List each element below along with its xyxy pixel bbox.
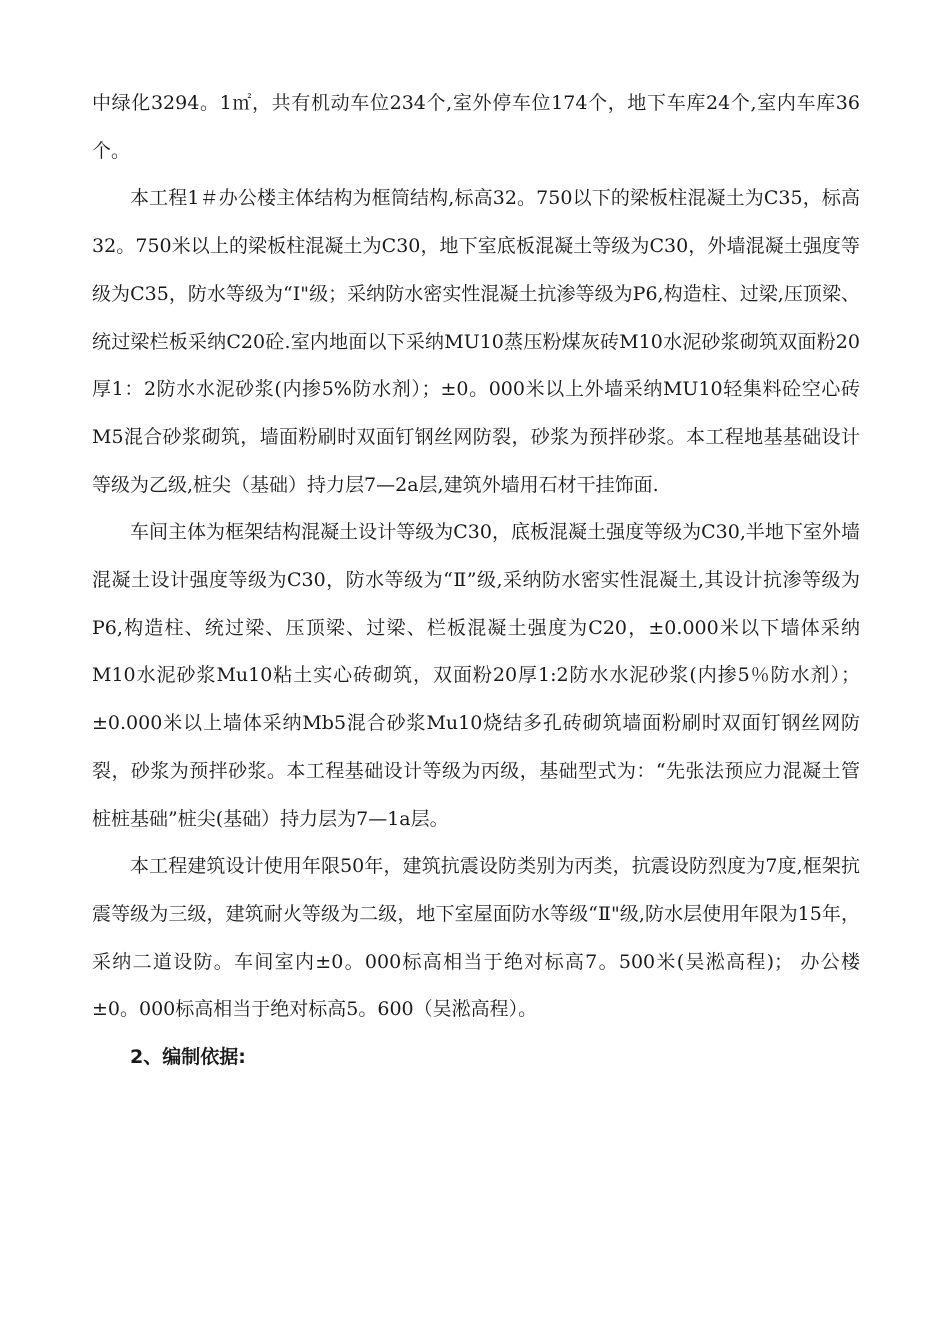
paragraph-design-life-seismic: 本工程建筑设计使用年限50年，建筑抗震设防类别为丙类，抗震设防烈度为7度,框架抗震等级为三级，建筑耐火等级为二级，地下室屋面防水等级“Ⅱ"级,防水层使用年限为15年，采纳二道设防。车间室内±0。000标高相当于绝对标高7。500米(吴淞高程)； 办公楼±0。000标高相当于绝对标高5。600（吴淞高程）。 bbox=[92, 855, 860, 1021]
paragraph-workshop-structure: 车间主体为框架结构混凝土设计等级为C30，底板混凝土强度等级为C30,半地下室外墙混凝土设计强度等级为C30，防水等级为“Ⅱ”级,采纳防水密实性混凝土,其设计抗渗等级为P6,构造柱、统过梁、压顶梁、过梁、栏板混凝土强度为C20，±0.000米以下墙体采纳M10水泥砂浆Mu10粘土实心砖砌筑，双面粉20厚1:2防水水泥砂浆(内掺5％防水剂）；±0.000米以上墙体采纳Mb5混合砂浆Mu10烧结多孔砖砌筑墙面粉刷时双面钉钢丝网防裂，砂浆为预拌砂浆。本工程基础设计等级为丙级，基础型式为：“先张法预应力混凝土管桩桩基础”桩尖(基础）持力层为7—1a层。 bbox=[92, 521, 860, 830]
section-heading-basis: 2、编制依据: bbox=[130, 1046, 246, 1069]
document-page bbox=[92, 80, 860, 1082]
paragraph-greening-parking: 中绿化3294。1㎡，共有机动车位234个,室外停车位174个，地下车库24个,室内车库36个。 bbox=[92, 92, 860, 162]
paragraph-office-structure: 本工程1＃办公楼主体结构为框筒结构,标高32。750以下的梁板柱混凝土为C35，标高32。750米以上的梁板柱混凝土为C30，地下室底板混凝土等级为C30，外墙混凝土强度等级为C35，防水等级为“Ⅰ"级；采纳防水密实性混凝土抗渗等级为P6,构造柱、过梁,压顶梁、统过梁栏板采纳C20砼.室内地面以下采纳MU10蒸压粉煤灰砖M10水泥砂浆砌筑双面粉20厚1：2防水水泥砂浆(内掺5%防水剂）；±0。000米以上外墙采纳MU10轻集料砼空心砖M5混合砂浆砌筑，墙面粉刷时双面钉钢丝网防裂，砂浆为预拌砂浆。本工程地基基础设计等级为乙级,桩尖（基础）持力层7—2a层,建筑外墙用石材干挂饰面. bbox=[92, 187, 860, 496]
